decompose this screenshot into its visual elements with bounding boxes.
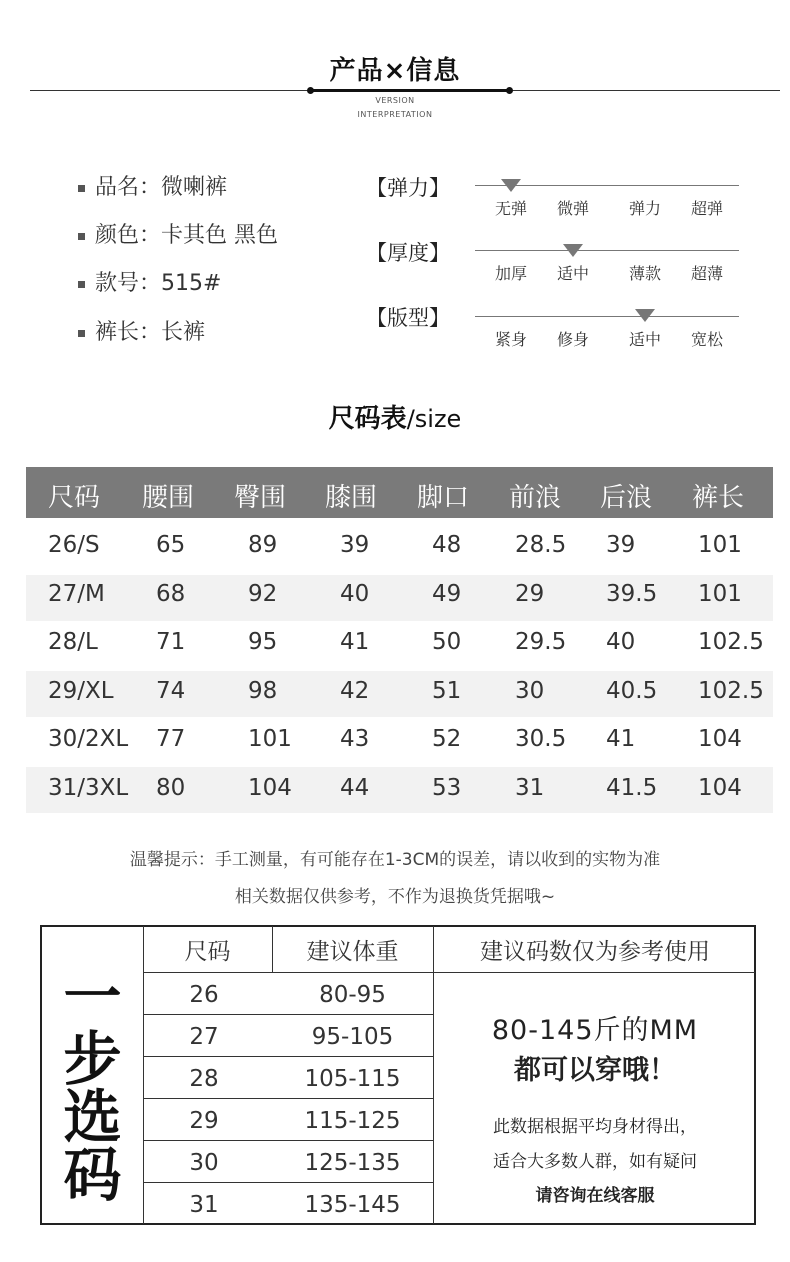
- divider: [143, 1098, 433, 1099]
- info-colon: ：: [139, 320, 162, 345]
- scale-line-fit: [475, 316, 739, 317]
- info-colon: ：: [139, 223, 162, 248]
- page-title: 产品×信息: [329, 56, 461, 86]
- side-title-char: 步: [63, 1025, 122, 1093]
- size-table-cell: 29.5: [515, 629, 567, 655]
- size-table-cell: 30: [515, 677, 545, 704]
- scale-option: 超弹: [690, 199, 723, 218]
- size-table-cell: 104: [248, 774, 292, 801]
- size-table-cell: 101: [698, 580, 742, 607]
- size-table-cell: 39: [340, 532, 370, 558]
- size-table-cell: 40.5: [606, 677, 658, 704]
- rec-weight-cell: 105-115: [304, 1066, 401, 1092]
- size-table-cell: 102.5: [698, 629, 764, 655]
- scale-option: 弹力: [628, 199, 661, 218]
- rec-size-cell: 31: [189, 1192, 219, 1218]
- scale-option: 加厚: [494, 264, 527, 283]
- size-table-cell: 28.5: [515, 532, 567, 558]
- title-subtitle-line2: INTERPRETATION: [357, 110, 433, 119]
- attr-label-fit: 【版型】: [366, 306, 450, 330]
- size-title-main: 尺码表: [328, 404, 407, 434]
- size-table-cell: 44: [340, 774, 370, 801]
- size-col-header: 裤长: [692, 483, 745, 513]
- size-table-cell: 80: [156, 774, 186, 801]
- size-table-cell: 89: [248, 532, 278, 558]
- scale-option: 修身: [556, 330, 589, 349]
- scale-marker-icon: [635, 309, 655, 322]
- title-divider-accent: [310, 89, 510, 92]
- size-col-header: 前浪: [509, 483, 562, 513]
- rec-highlight-line1: 80-145斤的MM: [491, 1015, 699, 1046]
- info-value: 卡其色 黑色: [161, 223, 279, 248]
- size-table-cell: 53: [432, 774, 462, 801]
- rec-weight-cell: 135-145: [304, 1192, 401, 1218]
- rec-size-cell: 27: [189, 1024, 219, 1050]
- info-item-length: [78, 315, 205, 346]
- size-col-header: 脚口: [417, 483, 470, 513]
- note-line-1: 温馨提示：手工测量，有可能存在1-3CM的误差，请以收到的实物为准: [129, 850, 661, 870]
- size-title-suffix: /size: [406, 405, 462, 433]
- side-title-char: 码: [63, 1141, 122, 1209]
- size-col-header: 膝围: [325, 483, 378, 513]
- side-title-char: 一: [63, 963, 122, 1031]
- bullet-icon: [78, 281, 85, 288]
- size-table-title: [0, 398, 790, 435]
- size-table-cell: 50: [432, 629, 462, 655]
- scale-option: 宽松: [690, 330, 723, 349]
- size-table-cell: 51: [432, 677, 462, 704]
- divider: [143, 1140, 433, 1141]
- rec-highlight-line2: 都可以穿哦！: [514, 1055, 676, 1086]
- bullet-icon: [78, 330, 85, 337]
- table-row-stripe: [26, 671, 773, 717]
- size-table-cell: 29/XL: [48, 677, 114, 704]
- size-table-cell: 77: [156, 726, 186, 752]
- size-table-cell: 104: [698, 726, 742, 752]
- size-table-cell: 40: [606, 629, 636, 655]
- info-item-style-no: [78, 266, 221, 297]
- table-row-stripe: [26, 575, 773, 621]
- scale-option: 微弹: [556, 199, 589, 218]
- scale-option: 薄款: [628, 264, 661, 283]
- divider: [143, 1056, 433, 1057]
- size-table-cell: 101: [248, 726, 292, 752]
- info-colon: ：: [139, 175, 162, 200]
- rec-desc-line3: 请咨询在线客服: [535, 1186, 655, 1206]
- rec-size-cell: 30: [189, 1150, 219, 1176]
- size-table-cell: 39: [606, 532, 636, 558]
- size-table-cell: 40: [340, 580, 370, 607]
- divider: [143, 972, 755, 973]
- size-table-cell: 52: [432, 726, 462, 752]
- size-table-cell: 48: [432, 532, 462, 558]
- scale-marker-icon: [563, 244, 583, 257]
- size-table-cell: 68: [156, 580, 186, 607]
- size-table-cell: 101: [698, 532, 742, 558]
- table-row-stripe: [26, 767, 773, 813]
- info-value: 长裤: [161, 320, 206, 345]
- size-col-header: 臀围: [234, 483, 287, 513]
- divider: [143, 1014, 433, 1015]
- info-value: 515#: [161, 271, 222, 296]
- bullet-icon: [78, 233, 85, 240]
- info-label: 裤长: [95, 320, 140, 345]
- size-table-cell: 31/3XL: [48, 774, 129, 801]
- size-table-cell: 104: [698, 774, 742, 801]
- size-table-cell: 41.5: [606, 774, 658, 801]
- scale-marker-icon: [501, 179, 521, 192]
- info-label: 品名: [95, 175, 140, 200]
- size-col-header: 腰围: [142, 483, 195, 513]
- rec-col-header: 尺码: [184, 939, 231, 965]
- rec-col-header: 建议体重: [306, 939, 399, 965]
- size-table-cell: 31: [515, 774, 545, 801]
- scale-option: 紧身: [494, 330, 527, 349]
- rec-desc-line2: 适合大多数人群，如有疑问: [493, 1152, 697, 1172]
- size-table-cell: 42: [340, 677, 370, 704]
- info-value: 微喇裤: [161, 175, 228, 200]
- attr-label-thickness: 【厚度】: [366, 241, 450, 265]
- size-table-cell: 26/S: [48, 532, 100, 558]
- rec-weight-cell: 80-95: [319, 982, 386, 1008]
- title-subtitle-line1: VERSION: [375, 96, 415, 105]
- size-table-cell: 65: [156, 532, 186, 558]
- scale-option: 无弹: [494, 199, 527, 218]
- attr-label-elasticity: 【弹力】: [366, 176, 450, 200]
- divider-dot-right: [506, 87, 513, 94]
- rec-weight-cell: 95-105: [311, 1024, 394, 1050]
- size-table-cell: 27/M: [48, 580, 105, 607]
- info-item-name: [78, 170, 227, 201]
- info-label: 款号: [95, 271, 140, 296]
- scale-line-thickness: [475, 250, 739, 251]
- rec-size-cell: 29: [189, 1108, 219, 1134]
- rec-size-cell: 28: [189, 1066, 219, 1092]
- bullet-icon: [78, 185, 85, 192]
- size-table-cell: 92: [248, 580, 278, 607]
- size-table-cell: 30/2XL: [48, 726, 129, 752]
- size-table-cell: 74: [156, 677, 186, 704]
- size-table-cell: 41: [606, 726, 636, 752]
- divider-dot-left: [307, 87, 314, 94]
- size-table-cell: 43: [340, 726, 370, 752]
- rec-col-header: 建议码数仅为参考使用: [480, 939, 710, 965]
- rec-size-cell: 26: [189, 982, 219, 1008]
- size-table-cell: 30.5: [515, 726, 567, 752]
- side-title-char: 选: [63, 1083, 122, 1151]
- info-item-color: [78, 218, 278, 249]
- divider: [143, 1182, 433, 1183]
- rec-weight-cell: 115-125: [304, 1108, 401, 1134]
- rec-weight-cell: 125-135: [304, 1150, 401, 1176]
- size-table-cell: 95: [248, 629, 278, 655]
- scale-option: 适中: [628, 330, 661, 349]
- scale-option: 适中: [556, 264, 589, 283]
- note-line-2: 相关数据仅供参考，不作为退换货凭据哦~: [234, 887, 556, 907]
- size-table-cell: 29: [515, 580, 545, 607]
- size-table-cell: 41: [340, 629, 370, 655]
- size-table-header: [26, 467, 773, 518]
- scale-option: 超薄: [690, 264, 723, 283]
- size-table-cell: 28/L: [48, 629, 98, 655]
- info-label: 颜色: [95, 223, 140, 248]
- size-table-cell: 102.5: [698, 677, 764, 704]
- size-table-cell: 71: [156, 629, 186, 655]
- size-table-cell: 49: [432, 580, 462, 607]
- size-col-header: 尺码: [48, 483, 101, 513]
- size-table-cell: 39.5: [606, 580, 658, 607]
- rec-desc-line1: 此数据根据平均身材得出，: [493, 1117, 697, 1137]
- size-table-cell: 98: [248, 677, 278, 704]
- info-colon: ：: [139, 271, 162, 296]
- size-col-header: 后浪: [600, 483, 653, 513]
